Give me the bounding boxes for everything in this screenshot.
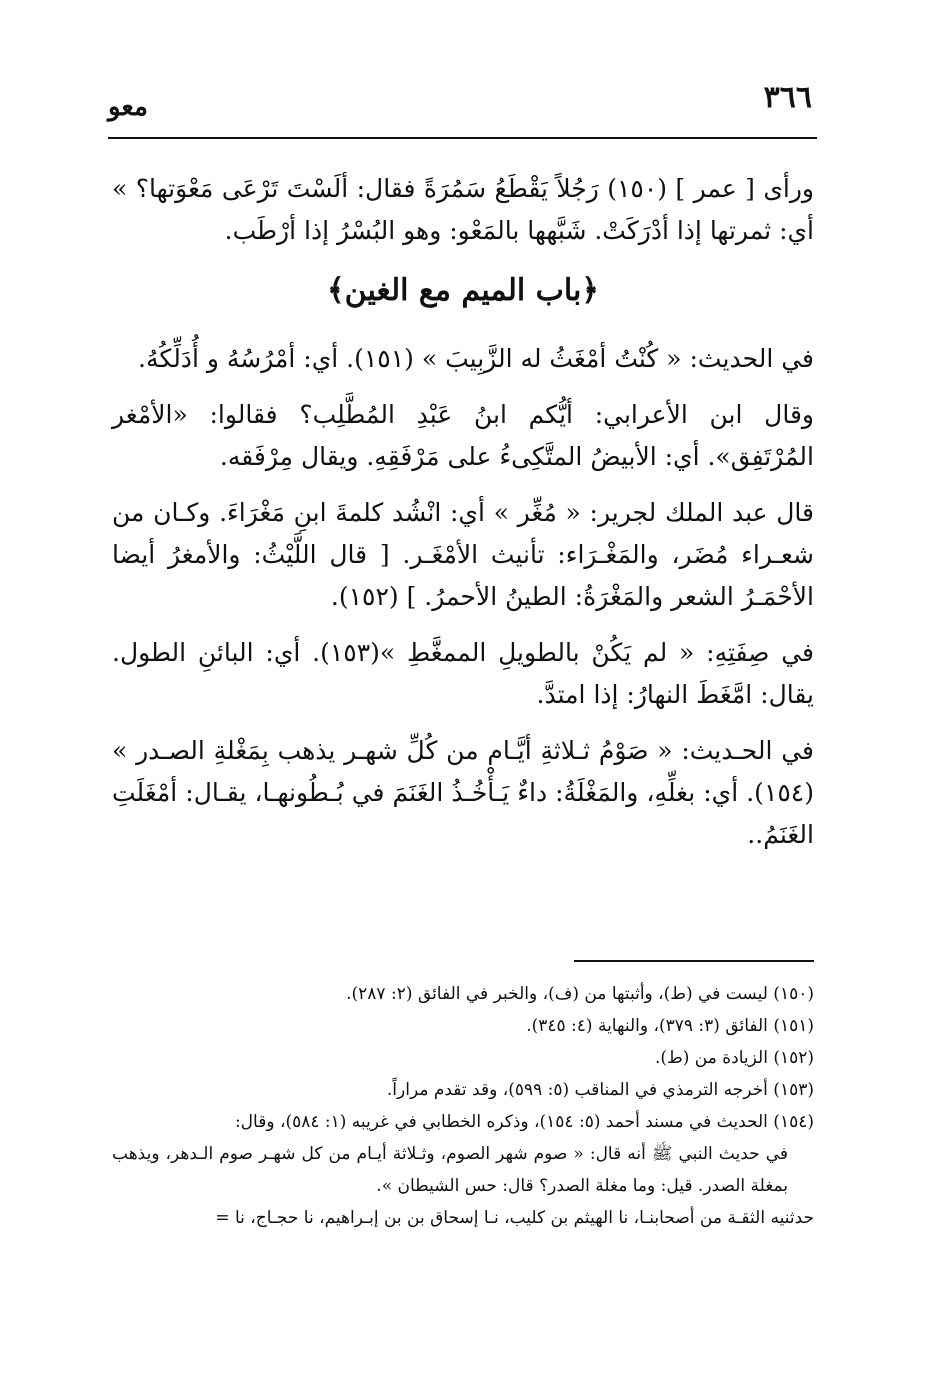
page-header: [108, 80, 812, 130]
header-rule: [108, 137, 817, 139]
main-text: [112, 168, 814, 870]
footnote: (١٥٢) الزيادة من (ط).: [655, 1048, 814, 1068]
page-number: ٣٦٦: [763, 80, 812, 115]
footnote: (١٥٣) أخرجه الترمذي في المناقب (٥: ٥٩٩)، وقد تقدم مراراً.: [386, 1080, 814, 1100]
footnote: (١٥٠) ليست في (ط)، وأثبتها من (ف)، والخبر في الفائق (٢: ٢٨٧).: [346, 984, 814, 1004]
paragraph: ورأى [ عمر ] (١٥٠) رَجُلاً يَقْطَعُ سَمُرَةً فقال: ألَسْتَ تَرْعَى مَعْوَتها؟ » أي: ثمرتها إذا أدْرَكَتْ. شَبَّهها بالمَعْو: وهو البُسْرُ إذا أرْطَب.: [112, 174, 815, 245]
paragraph: في الحـديث: « صَوْمُ ثـلاثةِ أيَّـام من كُلِّ شهـر يذهب بِمَغْلةِ الصـدر » (١٥٤). أي: بغلِّهِ، والمَغْلَةُ: داءٌ يَـأْخُـذُ الغَنَمَ في بُـطُونهـا، يقـال: أمْغَلَتِ الغَنَمُ..: [112, 736, 814, 849]
footnote: (١٥٤) الحديث في مسند أحمد (٥: ١٥٤)، وذكره الخطابي في غريبه (١: ٥٨٤)، وقال:: [234, 1112, 814, 1132]
paragraph: وقال ابن الأعرابي: أيُّكم ابنُ عَبْدِ المُطَّلِب؟ فقالوا: «الأمْغر المُرْتَفِق». أي: الأبيضُ المتَّكِىءُ على مَرْفَقِهِ. ويقال مِرْفَقه.: [112, 400, 814, 471]
footnote-rule: [574, 960, 814, 962]
footnotes: [112, 978, 814, 1234]
footnote-continuation: في حديث النبي ﷺ أنه قال: « صوم شهر الصوم، وثـلاثة أيـام من كل شهـر صوم الـدهر، ويذهب بمغلة الصدر. قيل: وما مغلة الصدر؟ قال: حس الشيطان ».: [112, 1144, 788, 1196]
paragraph: في الحديث: « كُنْتُ أمْغَثُ له الزَّبِيبَ » (١٥١). أي: أمْرُسُهُ و أُدَلِّكُهُ.: [138, 344, 814, 373]
paragraph: في صِفَتِهِ: « لم يَكُنْ بالطويلِ الممغَّطِ »(١٥٣). أي: البائنِ الطول. يقال: امَّغَطَ النهارُ: إذا امتدَّ.: [112, 638, 814, 709]
running-head-entry: معو: [108, 92, 148, 122]
paragraph: قال عبد الملك لجرير: « مُغِّر » أي: انْشُد كلمةَ ابنِ مَغْرَاءَ. وكـان من شعـراء مُضَر، والمَغْـرَاء: تأنيث الأمْغَـر. [ قال اللَّيْثُ: والأمغرُ أيضا الأحْمَـرُ الشعر والمَغْرَةُ: الطينُ الأحمرُ. ] (١٥٢).: [112, 498, 814, 611]
footnote: (١٥١) الفائق (٣: ٣٧٩)، والنهاية (٤: ٣٤٥).: [526, 1016, 814, 1036]
chapter-title: ﴿باب الميم مع الغين﴾: [327, 273, 599, 308]
footnote-continuation: حدثنيه الثقـة من أصحابنـا، نا الهيثم بن كليب، نـا إسحاق بن بن إبـراهيم، نا حجـاج، نا =: [215, 1208, 814, 1228]
